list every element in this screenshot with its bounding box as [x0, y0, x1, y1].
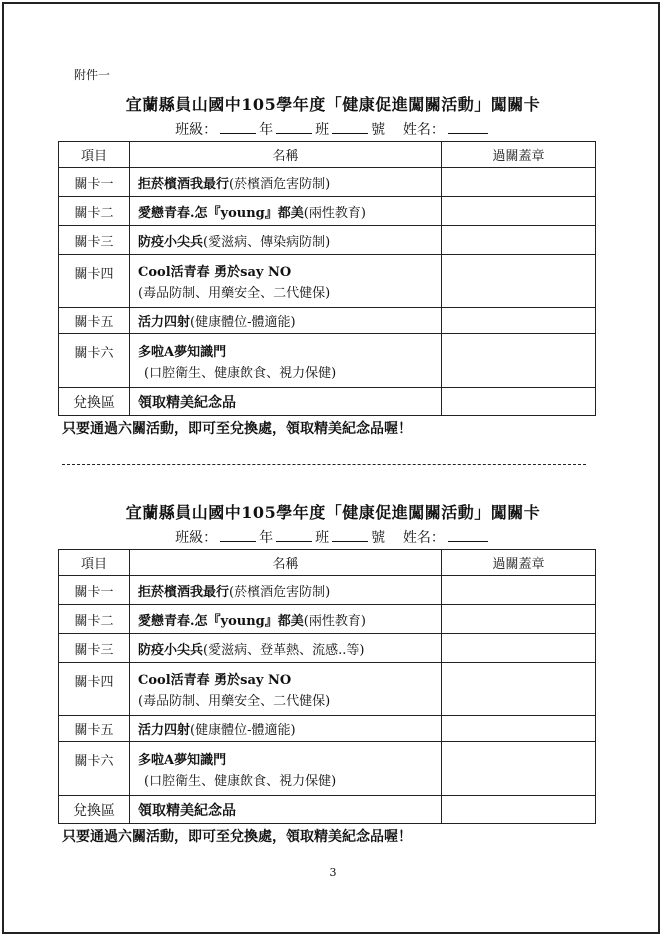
- class-label: 班級：: [175, 530, 218, 546]
- row-desc: (兩性教育): [303, 613, 366, 629]
- stamp-cell: [442, 168, 596, 197]
- card2-table: [58, 549, 596, 824]
- card1-title: 宜蘭縣員山國中105學年度「健康促進闖關活動」闖關卡: [125, 95, 541, 114]
- header-stamp: 過關蓋章: [442, 142, 596, 168]
- name-blank: [448, 121, 488, 134]
- row-name-cell: [130, 197, 442, 226]
- card2-class-line: [0, 527, 666, 547]
- row-desc: (口腔衛生、健康飲食、視力保健): [144, 365, 337, 381]
- grade-label: 年: [259, 530, 274, 546]
- stamp-cell: [442, 197, 596, 226]
- cls-blank: [332, 529, 368, 542]
- row-name-cell: [130, 742, 442, 796]
- stamp-cell: [442, 255, 596, 308]
- stamp-cell: [442, 308, 596, 334]
- num-label: 號: [371, 530, 386, 546]
- row-name-cell: [130, 388, 442, 416]
- card2-title: 宜蘭縣員山國中105學年度「健康促進闖關活動」闖關卡: [125, 503, 541, 522]
- header-item: 項目: [59, 142, 130, 168]
- header-item: 項目: [59, 550, 130, 576]
- row-name: 活力四射: [138, 723, 191, 738]
- row-name: 拒菸檳酒我最行: [138, 584, 230, 600]
- row-item: 關卡六: [59, 334, 130, 388]
- table-row: [59, 634, 596, 663]
- row-item: 關卡四: [59, 663, 130, 716]
- table-row: [59, 576, 596, 605]
- row-item: 關卡六: [59, 742, 130, 796]
- card1-class-line: [0, 119, 666, 139]
- card2-notice: 只要通過六關活動，即可至兌換處，領取精美紀念品喔！: [62, 829, 412, 845]
- table-header-row: [59, 142, 596, 168]
- row-name: 多啦A夢知識門: [138, 752, 227, 768]
- table-row: [59, 226, 596, 255]
- row-item: 關卡二: [59, 197, 130, 226]
- row-name: 愛戀青春.怎『young』都美: [138, 613, 304, 629]
- row-desc: (口腔衛生、健康飲食、視力保健): [144, 773, 337, 789]
- row-item: 兌換區: [59, 796, 130, 824]
- row-name: 領取精美紀念品: [138, 802, 236, 819]
- stamp-cell: [442, 634, 596, 663]
- class-blank: [220, 121, 256, 134]
- table-row: [59, 255, 596, 308]
- name-label: 姓名：: [402, 530, 445, 546]
- header-name: 名稱: [130, 550, 442, 576]
- cls-blank: [332, 121, 368, 134]
- table-row: [59, 197, 596, 226]
- row-name: 愛戀青春.怎『young』都美: [138, 205, 304, 221]
- table-row: [59, 796, 596, 824]
- table-row: [59, 168, 596, 197]
- page-number: 3: [329, 866, 337, 879]
- row-item: 關卡三: [59, 634, 130, 663]
- row-name: 拒菸檳酒我最行: [138, 176, 230, 192]
- row-desc: (毒品防制、用藥安全、二代健保): [138, 286, 331, 301]
- card1-table: [58, 141, 596, 416]
- row-name: Cool活青春 勇於say NO: [138, 673, 292, 688]
- table-row: [59, 742, 596, 796]
- table-header-row: [59, 550, 596, 576]
- stamp-cell: [442, 226, 596, 255]
- table-row: [59, 334, 596, 388]
- row-desc: (健康體位-體適能): [190, 315, 296, 330]
- row-name-cell: [130, 605, 442, 634]
- row-desc: (愛滋病、傳染病防制): [203, 234, 331, 250]
- row-name-cell: [130, 255, 442, 308]
- row-name-cell: [130, 796, 442, 824]
- stamp-cell: [442, 334, 596, 388]
- stamp-cell: [442, 663, 596, 716]
- cls-label: 班: [315, 122, 330, 138]
- cls-label: 班: [315, 530, 330, 546]
- num-label: 號: [371, 122, 386, 138]
- class-blank: [220, 529, 256, 542]
- header-name: 名稱: [130, 142, 442, 168]
- name-label: 姓名：: [402, 122, 445, 138]
- stamp-cell: [442, 605, 596, 634]
- class-label: 班級：: [175, 122, 218, 138]
- row-name: Cool活青春 勇於say NO: [138, 265, 292, 280]
- cut-line: [62, 464, 586, 465]
- row-item: 關卡二: [59, 605, 130, 634]
- row-desc: (菸檳酒危害防制): [229, 176, 331, 192]
- stamp-cell: [442, 388, 596, 416]
- row-name: 多啦A夢知識門: [138, 344, 227, 360]
- table-row: [59, 308, 596, 334]
- grade-blank: [276, 529, 312, 542]
- row-item: 關卡三: [59, 226, 130, 255]
- row-name: 領取精美紀念品: [138, 394, 236, 411]
- table-row: [59, 605, 596, 634]
- row-name-cell: [130, 334, 442, 388]
- row-name: 防疫小尖兵: [138, 642, 204, 658]
- card1-notice: 只要通過六關活動，即可至兌換處，領取精美紀念品喔！: [62, 421, 412, 437]
- row-item: 關卡一: [59, 168, 130, 197]
- row-desc: (毒品防制、用藥安全、二代健保): [138, 694, 331, 709]
- row-desc: (健康體位-體適能): [190, 723, 296, 738]
- stamp-cell: [442, 796, 596, 824]
- annex-label: 附件一: [74, 68, 111, 82]
- row-name-cell: [130, 576, 442, 605]
- row-name-cell: [130, 168, 442, 197]
- row-name-cell: [130, 226, 442, 255]
- row-item: 關卡五: [59, 716, 130, 742]
- row-desc: (愛滋病、登革熱、流感..等): [203, 642, 365, 658]
- row-name-cell: [130, 716, 442, 742]
- row-item: 關卡四: [59, 255, 130, 308]
- row-desc: (菸檳酒危害防制): [229, 584, 331, 600]
- row-name-cell: [130, 308, 442, 334]
- grade-label: 年: [259, 122, 274, 138]
- grade-blank: [276, 121, 312, 134]
- row-name: 防疫小尖兵: [138, 234, 204, 250]
- row-desc: (兩性教育): [303, 205, 366, 221]
- row-item: 關卡五: [59, 308, 130, 334]
- stamp-cell: [442, 716, 596, 742]
- stamp-cell: [442, 576, 596, 605]
- stamp-cell: [442, 742, 596, 796]
- row-item: 關卡一: [59, 576, 130, 605]
- table-row: [59, 663, 596, 716]
- name-blank: [448, 529, 488, 542]
- table-row: [59, 388, 596, 416]
- row-item: 兌換區: [59, 388, 130, 416]
- row-name-cell: [130, 663, 442, 716]
- header-stamp: 過關蓋章: [442, 550, 596, 576]
- table-row: [59, 716, 596, 742]
- row-name: 活力四射: [138, 315, 191, 330]
- row-name-cell: [130, 634, 442, 663]
